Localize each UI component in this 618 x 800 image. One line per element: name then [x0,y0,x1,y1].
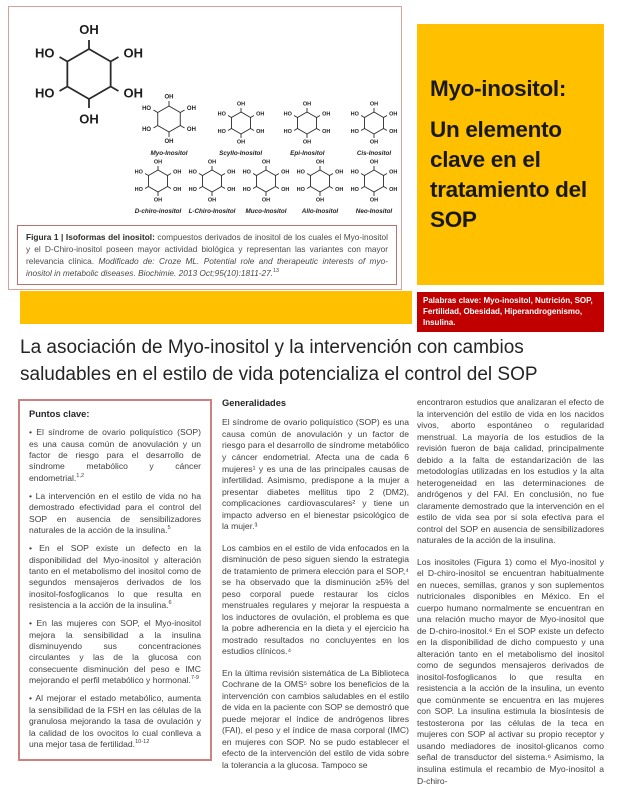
inositol-ring-svg [185,155,239,207]
svg-text:HO: HO [350,169,359,176]
keypoints-box [18,399,212,761]
inositol-ring-svg [280,97,334,149]
body-paragraph: Los inositoles (Figura 1) como el Myo-inositol y el D-chiro-inositol se encuentran habitualmente en nueces, semillas, granos y son suplementos nutricionales disponibles en México. En el cuerpo humano normalmente se encuentran en una relación mucho mayor de Myo-inositol que de D-chiro-inositol.⁶ En el SOP existe un defecto en la disponibilidad de dicho compuesto y una alteración tanto en el metabolismo del inositol como de segundos mensajeros derivados de inositol-fosfoglicanos lo que resulta en resistencia a la acción de la insulina, un evento que comúnmente se encuentra en las mujeres con SOP. La insulina estimula la biosíntesis de testosterona por las células de la teca en mujeres con SOP al activar su propio receptor y usando mediadores de inositol-glicanos como señal de transductor del sistema.⁶ Asimismo, la insulina estimula el recambio de Myo-inositol a D-chiro- [417,556,604,786]
inositol-ring-svg [239,155,293,207]
isoform-label: Scyllo-Inositol [219,150,263,157]
svg-text:OH: OH [322,111,331,118]
svg-text:OH: OH [389,187,398,194]
isoform-structure [347,155,401,215]
title-line-1: Myo-inositol: [430,76,567,101]
inositol-ring-svg [137,89,201,149]
figure-caption-source: Modificado de: Croze ML. Potential role and therapeutic interests of myo-inositol in metabolic diseases. Biochimie. 2013 Oct;95(10):1811-27. [26,255,388,278]
svg-text:HO: HO [283,129,293,136]
svg-text:OH: OH [123,45,144,61]
inositol-ring-svg [214,97,268,149]
isoform-row-2 [131,155,401,215]
svg-text:OH: OH [389,129,398,136]
column-generalidades [222,397,409,781]
svg-text:OH: OH [369,139,379,146]
isoform-structure [214,97,268,157]
svg-text:HO: HO [34,85,55,101]
isoform-structure [137,89,201,157]
svg-text:OH: OH [369,197,379,204]
inositol-ring-svg [293,155,347,207]
svg-text:OH: OH [303,139,312,146]
svg-text:OH: OH [236,139,245,146]
gold-divider-bar [20,291,412,324]
svg-text:HO: HO [188,169,197,176]
svg-text:HO: HO [134,187,143,194]
svg-text:OH: OH [335,187,344,194]
keypoint: • Al mejorar el estado metabólico, aumenta la sensibilidad de la FSH en las células de la granulosa mejorando la tasa de ovulación y la calidad de los ovocitos lo cual conlleva a una mejor tasa de fertilidad.$^{10-12}$ [29,693,201,749]
svg-text:OH: OH [227,187,236,194]
keypoint: • El síndrome de ovario poliquístico (SOP) es una causa común de anovulación y un factor de riesgo para el desarrollo de síndrome metabólico y cáncer endometrial.$^{1,2}$ [29,427,201,483]
isoform-structure [347,97,401,157]
svg-text:HO: HO [350,187,359,194]
isoform-label: Cis-Inositol [356,150,392,157]
svg-text:OH: OH [79,22,99,38]
isoform-structure [185,155,239,215]
figure-caption-body: compuestos derivados de inositol de los cuales el Myo-inositol y el D-Chiro-inositol poseen mayor actividad biológica y representan las variantes con mayor relevancia clínica. [26,231,388,266]
article-headline: La asociación de Myo-inositol y la intervención con cambios saludables en el estilo de vida potencializa el control del SOP [20,337,538,385]
svg-text:OH: OH [123,85,144,101]
svg-text:HO: HO [296,187,305,194]
svg-text:OH: OH [186,126,196,133]
isoform-structure [131,155,185,215]
svg-text:HO: HO [242,187,251,194]
inositol-ring-svg [131,155,185,207]
body-paragraph: Los cambios en el estilo de vida enfocados en la disminución de peso siguen siendo la estrategia de tratamiento de primera elección para el SOP,⁴ se ha observado que la disminución ≥5% del peso corporal puede restaurar los ciclos menstruales regulares y mejorar la respuesta a los inductores de ovulación, el problema es que la pobre adherencia en la dieta y el ejercicio ha mostrado resultados no concluyentes en los estudios clínicos.⁴ [222,542,409,657]
svg-text:HO: HO [142,126,152,133]
isoform-structure [280,97,334,157]
svg-text:OH: OH [369,101,379,108]
svg-text:OH: OH [315,159,325,166]
svg-text:HO: HO [283,111,293,118]
svg-text:OH: OH [255,129,265,136]
isoform-label: Epi-Inositol [290,150,325,157]
keypoint: • En las mujeres con SOP, el Myo-inositol mejora la sensibilidad a la insulina disminuyendo sus concentraciones circulantes y las de la glucosa con consecuente disminución del peso e IMC mejorando el perfil metabólico y hormonal.$^{7-9}$ [29,618,201,686]
svg-text:HO: HO [142,106,152,113]
reference-marker: 10-12 [135,739,150,745]
reference-marker: 5 [167,525,171,532]
svg-text:HO: HO [350,111,359,118]
generalidades-heading: Generalidades [222,398,287,408]
svg-text:OH: OH [236,101,245,108]
svg-text:OH: OH [173,187,182,194]
isoform-label: Myo-Inositol [150,150,188,157]
body-paragraph: En la última revisión sistemática de La Biblioteca Cochrane de la OMS⁵ sobre los beneficios de la intervención con cambios saludables en el estilo de vida en la paciente con SOP se demostró que puede mejorar el índice de andrógenos libres (FAI), el peso y el índice de masa corporal (IMC) en mujeres con SOP. No se pudo establecer el efecto de la intervención del estilo de vida sobre la tolerancia a la glucosa. Tampoco se [222,667,409,770]
keywords-box: Palabras clave: Myo-inositol, Nutrición, SOP, Fertilidad, Obesidad, Hiperandrogenismo, Insulina. [417,292,604,332]
isoform-label: Allo-Inositol [301,208,339,215]
svg-text:OH: OH [261,159,271,166]
svg-text:HO: HO [296,169,305,176]
figure-1-box [8,6,402,290]
figure-caption-lead: Figura 1 | Isoformas del inositol: [26,231,155,242]
svg-text:OH: OH [186,106,196,113]
svg-text:HO: HO [242,169,251,176]
svg-text:HO: HO [217,129,226,136]
myo-inositol-structure-large [23,19,155,134]
isoform-structure [293,155,347,215]
svg-text:HO: HO [217,111,226,118]
svg-text:OH: OH [303,101,312,108]
svg-text:HO: HO [350,129,359,136]
column-right [417,397,604,797]
isoform-row-1 [137,89,401,157]
svg-text:OH: OH [389,169,398,176]
inositol-ring-svg [347,97,401,149]
figure-caption [17,225,397,285]
svg-text:OH: OH [261,197,271,204]
svg-text:OH: OH [369,159,379,166]
title-line-2: Un elemento clave en el tratamiento del SOP [430,117,587,232]
svg-text:OH: OH [281,169,290,176]
svg-text:HO: HO [134,169,143,176]
inositol-ring-large-svg [23,19,155,129]
svg-text:OH: OH [164,138,174,145]
svg-text:OH: OH [153,159,163,166]
svg-text:OH: OH [227,169,236,176]
svg-text:OH: OH [164,94,174,101]
isoform-label: L-Chiro-Inositol [188,208,236,215]
reference-marker: 1,2 [76,472,85,479]
keypoint: • La intervención en el estilo de vida no ha demostrado efectividad para el control del SOP en ausencia de sensibilizadores naturales de la acción de la insulina.$^5$ [29,490,201,536]
body-paragraph: encontraron estudios que analizaran el efecto de la intervención del estilo de vida en los nacidos vivos, aborto espontáneo o regularidad menstrual. La mayoría de los estudios de la revisión fueron de baja calidad, principalmente debido a la falta de estandarización de las metodologías utilizadas en los estudios y la alta heterogeneidad en las determinaciones de andrógenos y del FAI. En conclusión, no fue claramente demostrado que la intervención en el estilo de vida sea por si sola efectiva para el control del SOP en ausencia de sensibilizadores naturales de la acción de la insulina. [417,397,604,546]
title-box [417,24,604,285]
svg-text:OH: OH [173,169,182,176]
svg-text:OH: OH [322,129,331,136]
reference-marker: 7-9 [190,675,199,682]
svg-text:OH: OH [315,197,325,204]
svg-text:OH: OH [281,187,290,194]
keypoint: • En el SOP existe un defecto en la disponibilidad del Myo-inositol y alteración tanto en el metabolismo del inositol como de segundos mensajeros derivados de los inositol-fosfoglicanos lo que resulta en resistencia a la acción de la insulina.$^6$ [29,543,201,611]
svg-text:OH: OH [207,197,217,204]
svg-text:OH: OH [79,111,99,127]
figure-caption-ref: 13 [273,268,280,275]
isoform-structure [239,155,293,215]
svg-text:HO: HO [34,45,55,61]
svg-text:HO: HO [188,187,197,194]
keypoints-heading: Puntos clave: [29,409,90,419]
reference-marker: 6 [168,600,172,607]
isoform-label: Neo-Inositol [355,208,393,215]
inositol-ring-svg [347,155,401,207]
isoform-label: D-chiro-inositol [134,208,182,215]
body-paragraph: El síndrome de ovario poliquístico (SOP) es una causa común de anovulación y un factor de riesgo para el desarrollo de síndrome metabólico y cáncer endometrial. Afecta una de cada 6 mujeres¹ y es una de las principales causas de infertilidad. Asimismo, predispone a la mujer a presentar diabetes mellitus tipo 2 (DM2), complicaciones cardiovasculares² y tiene un impacto adverso en el bienestar psicológico de la mujer.³ [222,417,409,532]
svg-text:OH: OH [207,159,217,166]
isoform-label: Muco-Inositol [245,208,287,215]
svg-text:OH: OH [153,197,163,204]
svg-text:OH: OH [389,111,398,118]
svg-text:OH: OH [255,111,265,118]
svg-text:OH: OH [335,169,344,176]
